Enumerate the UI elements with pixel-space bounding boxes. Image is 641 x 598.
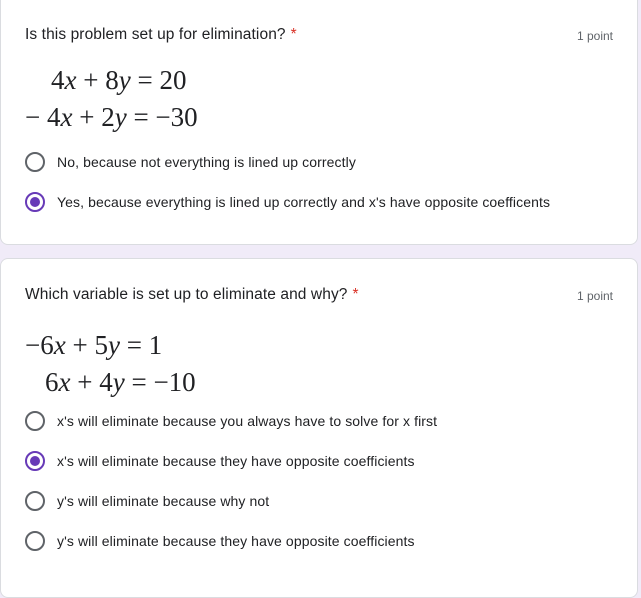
option-label: No, because not everything is lined up correctly [57, 154, 356, 170]
option-y-opposite[interactable] [25, 529, 415, 553]
radio-button[interactable] [25, 491, 45, 511]
option-yes[interactable] [25, 190, 550, 214]
equation-1: 4x + 8y = 20 [51, 65, 187, 95]
question-title-text: Which variable is set up to eliminate and why? [25, 286, 348, 303]
question-title [25, 26, 297, 44]
question-title [25, 286, 359, 304]
question-card-1 [0, 0, 638, 245]
radio-button-selected[interactable] [25, 451, 45, 471]
option-y-why-not[interactable] [25, 489, 269, 513]
option-label: y's will eliminate because why not [57, 493, 270, 509]
equation-2: 6x + 4y = −10 [45, 367, 196, 397]
radio-button-selected[interactable] [25, 192, 45, 212]
option-label: y's will eliminate because they have opposite coefficients [57, 533, 415, 549]
option-label: Yes, because everything is lined up correctly and x's have opposite coefficents [57, 194, 551, 210]
required-asterisk: * [352, 286, 359, 303]
equation-1: −6x + 5y = 1 [25, 330, 163, 360]
option-label: x's will eliminate because you always have to solve for x first [57, 413, 438, 429]
question-card-2 [0, 258, 638, 598]
equation-2: − 4x + 2y = −30 [25, 102, 198, 132]
option-x-opposite[interactable] [25, 449, 415, 473]
option-label: x's will eliminate because they have opposite coefficients [57, 453, 415, 469]
question-title-text: Is this problem set up for elimination? [25, 26, 286, 43]
points-label: 1 point [576, 29, 613, 43]
option-x-solve-first[interactable] [25, 409, 437, 433]
radio-button[interactable] [25, 152, 45, 172]
option-no[interactable] [25, 150, 356, 174]
required-asterisk: * [290, 26, 297, 43]
points-label: 1 point [576, 289, 613, 303]
radio-button[interactable] [25, 531, 45, 551]
radio-button[interactable] [25, 411, 45, 431]
